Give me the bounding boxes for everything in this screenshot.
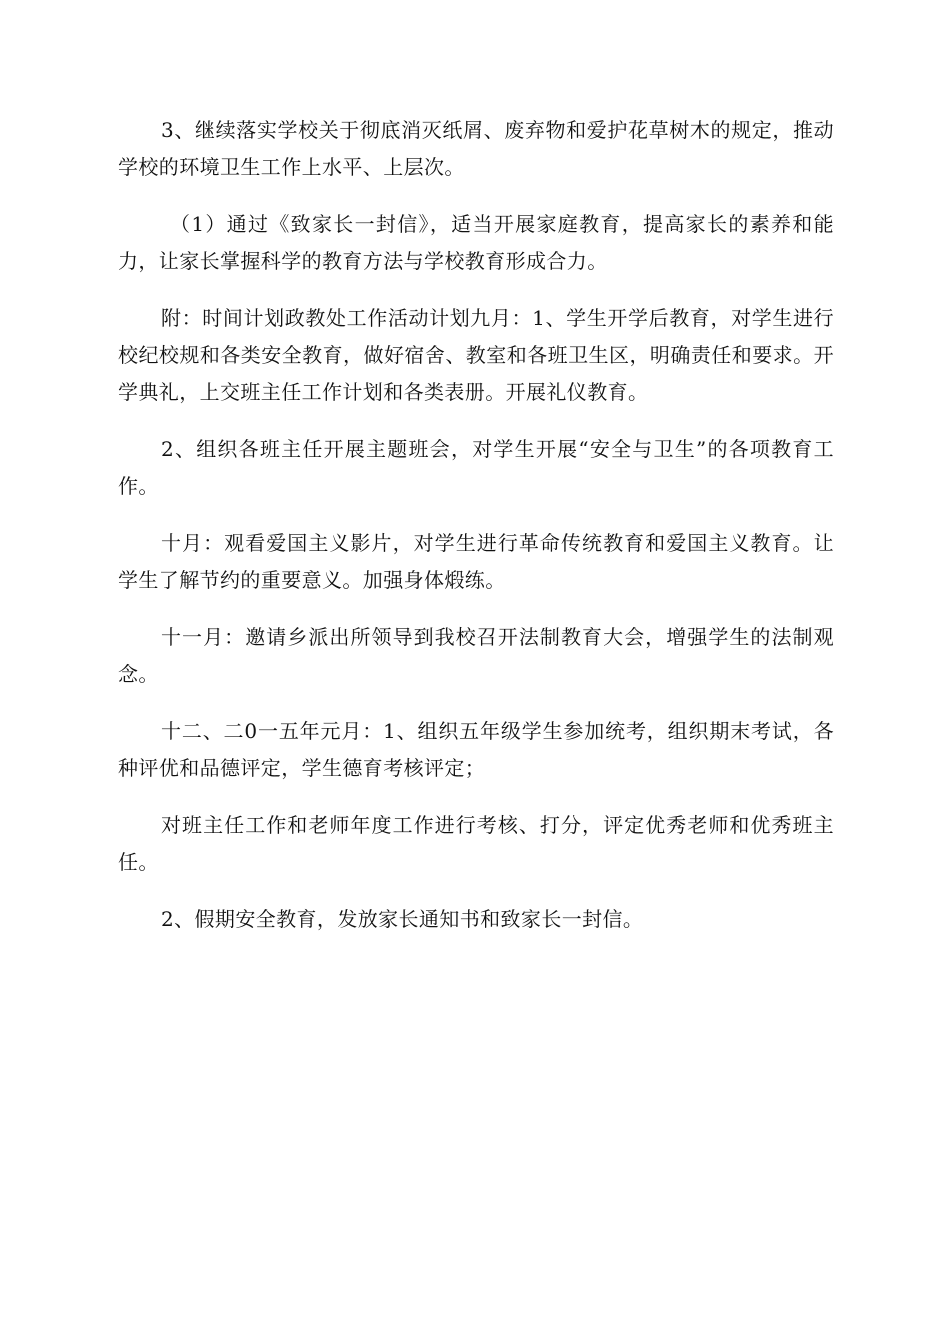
- paragraph-parent-letter: （1）通过《致家长一封信》，适当开展家庭教育，提高家长的素养和能力，让家长掌握科学的教育方法与学校教育形成合力。: [118, 212, 834, 273]
- paragraph-november-plan: 十一月：邀请乡派出所领导到我校召开法制教育大会，增强学生的法制观念。: [118, 625, 834, 686]
- paragraph-teacher-assessment: 对班主任工作和老师年度工作进行考核、打分，评定优秀老师和优秀班主任。: [118, 813, 834, 874]
- paragraph-december-january-plan: 十二、二0一五年元月：1、组织五年级学生参加统考，组织期末考试，各种评优和品德评定，学生德育考核评定；: [118, 719, 834, 780]
- document-body: [118, 112, 834, 958]
- paragraph-october-plan: 十月：观看爱国主义影片，对学生进行革命传统教育和爱国主义教育。让学生了解节约的重要意义。加强身体煅练。: [118, 531, 834, 592]
- paragraph-holiday-safety: 2、假期安全教育，发放家长通知书和致家长一封信。: [161, 907, 644, 931]
- paragraph-class-meeting: 2、组织各班主任开展主题班会，对学生开展“安全与卫生”的各项教育工作。: [118, 437, 834, 498]
- paragraph-september-plan: 附：时间计划政教处工作活动计划九月：1、学生开学后教育，对学生进行校纪校规和各类安全教育，做好宿舍、教室和各班卫生区，明确责任和要求。开学典礼，上交班主任工作计划和各类表册。开展礼仪教育。: [118, 306, 834, 404]
- paragraph-environment-hygiene: 3、继续落实学校关于彻底消灭纸屑、废弃物和爱护花草树木的规定，推动学校的环境卫生工作上水平、上层次。: [118, 118, 834, 179]
